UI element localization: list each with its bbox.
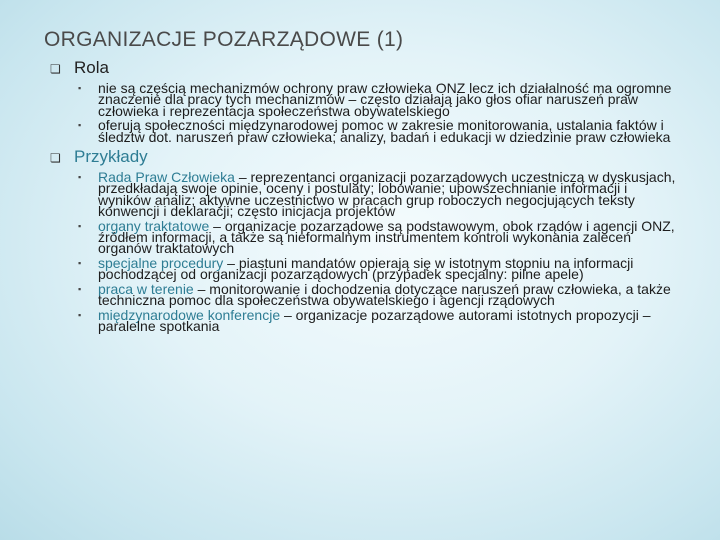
list-item <box>50 171 680 220</box>
item-title: Rada Praw Człowieka <box>98 169 235 186</box>
sub-list <box>50 171 680 334</box>
slide-content <box>50 58 680 334</box>
item-text: – piastuni mandatów opierają się w istotnym stopniu na informacji pochodzącej od organizacji pozarządowych (przypadek specjalny: pilne apele) <box>98 254 634 283</box>
sub-list <box>50 82 680 145</box>
item-title: specjalne procedury <box>98 254 224 271</box>
slide-title: ORGANIZACJE POZARZĄDOWE (1) <box>44 28 404 51</box>
list-item <box>50 217 680 257</box>
item-text: oferują społeczności międzynarodowej pomoc w zakresie monitorowania, ustalania faktów i śledztw dot. naruszeń praw człowieka; analizy, badań i edukacji w dziedzinie praw człowieka <box>98 117 671 145</box>
square-bullet-icon: ▪ <box>78 257 82 268</box>
list-item <box>50 82 680 119</box>
square-bullet-icon: ▪ <box>78 220 82 231</box>
section-heading: Przykłady <box>74 147 148 167</box>
item-text: – reprezentanci organizacji pozarządowych uczestniczą w dyskusjach, przedkładają swoje opinie, oceny i postulaty; lobowanie; upowszechnianie informacji i wyników analiz; aktywne uczestnictwo w pracach grup roboczych negocjujących teksty konwencji i deklaracji; często inicjacja projektów <box>98 169 676 220</box>
square-bullet-icon: ▪ <box>78 120 82 131</box>
item-title: organy traktatowe <box>98 217 210 234</box>
item-text: – organizacje pozarządowe autorami istotnych propozycji – paralelne spotkania <box>98 306 651 334</box>
square-bullet-icon: ▪ <box>78 309 82 320</box>
square-bullet-icon: ▪ <box>78 172 82 183</box>
section-rola <box>50 58 680 145</box>
bullet-icon: ❏ <box>50 62 61 76</box>
section-heading: Rola <box>74 58 109 77</box>
section-przyklady <box>50 147 680 334</box>
section-heading-row <box>50 147 680 171</box>
square-bullet-icon: ▪ <box>78 283 82 294</box>
item-title: międzynarodowe konferencje <box>98 306 281 323</box>
item-text: – organizacje pozarządowe są podstawowym, obok rządów i agencji ONZ, źródłem informacji, a także są nieformalnym instrumentem kontroli wykonania zaleceń organów traktatowych <box>98 217 675 257</box>
item-text: – monitorowanie i dochodzenia dotyczące naruszeń praw człowieka, a także techniczna pomoc dla społeczeństwa obywatelskiego i agencji rządowych <box>98 280 671 309</box>
section-heading-row <box>50 58 680 82</box>
list-item <box>50 119 680 145</box>
square-bullet-icon: ▪ <box>78 83 82 93</box>
list-item <box>50 306 680 335</box>
list-item <box>50 254 680 283</box>
list-item <box>50 280 680 309</box>
item-text: nie są częścią mechanizmów ochrony praw człowieka ONZ lecz ich działalność ma ogromne znaczenie dla pracy tych mechanizmów – często działają jako głos ofiar naruszeń praw człowieka i reprezentacja społeczeństwa obywatelskiego <box>98 80 672 119</box>
item-title: praca w terenie <box>98 280 194 297</box>
bullet-icon: ❏ <box>50 151 61 166</box>
